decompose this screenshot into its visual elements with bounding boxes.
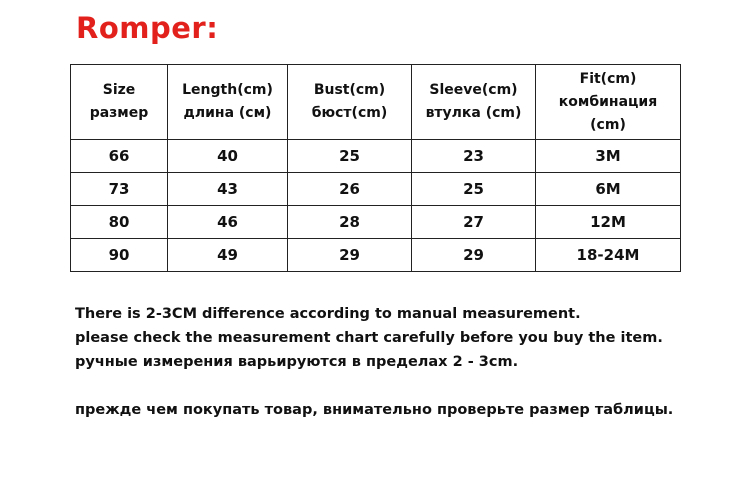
header-label: Bust(cm) bbox=[313, 82, 386, 98]
cell-fit: 18-24M bbox=[536, 239, 681, 272]
header-fit bbox=[536, 65, 681, 140]
cell-fit: 3M bbox=[536, 140, 681, 173]
header-label: (cm) bbox=[590, 116, 626, 133]
cell-sleeve: 29 bbox=[412, 239, 536, 272]
header-label: Size bbox=[102, 82, 136, 98]
cell-sleeve: 23 bbox=[412, 140, 536, 173]
table-header-row bbox=[71, 65, 681, 140]
header-label: Sleeve(cm) bbox=[429, 82, 518, 98]
table-row bbox=[71, 140, 681, 173]
cell-bust: 26 bbox=[288, 173, 412, 206]
cell-fit: 12M bbox=[536, 206, 681, 239]
cell-size: 73 bbox=[71, 173, 168, 206]
cell-size: 66 bbox=[71, 140, 168, 173]
table-row bbox=[71, 239, 681, 272]
cell-sleeve: 27 bbox=[412, 206, 536, 239]
cell-size: 80 bbox=[71, 206, 168, 239]
note-line: ручные измерения варьируются в пределах 2 - 3cm. bbox=[75, 354, 519, 370]
size-chart-table bbox=[70, 64, 681, 272]
header-label: комбинация bbox=[558, 93, 658, 110]
header-sleeve bbox=[412, 65, 536, 140]
header-label: бюст(cm) bbox=[311, 105, 388, 121]
header-label: длина (см) bbox=[183, 105, 272, 121]
cell-fit: 6M bbox=[536, 173, 681, 206]
cell-length: 46 bbox=[168, 206, 288, 239]
measurement-notes bbox=[75, 302, 735, 422]
table-row bbox=[71, 173, 681, 206]
header-bust bbox=[288, 65, 412, 140]
header-label: размер bbox=[89, 105, 149, 121]
cell-sleeve: 25 bbox=[412, 173, 536, 206]
header-size bbox=[71, 65, 168, 140]
note-line: please check the measurement chart carefully before you buy the item. bbox=[75, 330, 663, 346]
cell-length: 40 bbox=[168, 140, 288, 173]
cell-size: 90 bbox=[71, 239, 168, 272]
cell-length: 49 bbox=[168, 239, 288, 272]
page-title: Romper: bbox=[76, 11, 219, 45]
cell-bust: 29 bbox=[288, 239, 412, 272]
table-row bbox=[71, 206, 681, 239]
header-label: Fit(cm) bbox=[579, 70, 637, 87]
cell-length: 43 bbox=[168, 173, 288, 206]
header-length bbox=[168, 65, 288, 140]
header-label: втулка (cm) bbox=[425, 105, 522, 121]
cell-bust: 25 bbox=[288, 140, 412, 173]
cell-bust: 28 bbox=[288, 206, 412, 239]
note-line: прежде чем покупать товар, внимательно проверьте размер таблицы. bbox=[75, 402, 674, 418]
header-label: Length(cm) bbox=[182, 82, 273, 98]
note-line: There is 2-3CM difference according to manual measurement. bbox=[75, 306, 581, 322]
